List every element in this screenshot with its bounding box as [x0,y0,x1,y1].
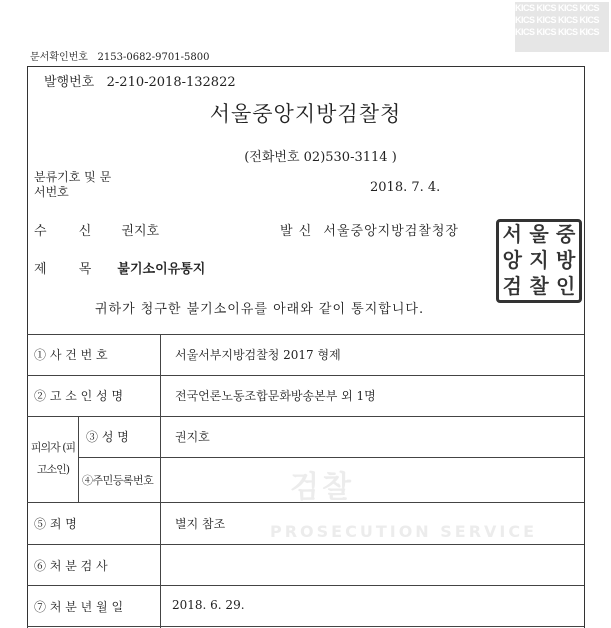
recipient-label: 수 신 [34,224,106,239]
sender-value: 서울중앙지방검찰청장 [323,224,459,239]
sender-label: 발 신 [280,224,313,239]
prosecutor-label: ⑥ 처 분 검 사 [34,559,108,573]
classification-label: 분류기호 및 문서번호 [34,170,112,199]
disposition-date-label: ⑦ 처 분 년 월 일 [34,600,124,614]
subject-value: 불기소이유통지 [117,262,206,277]
body-text: 귀하가 청구한 불기소이유를 아래와 같이 통지합니다. [95,302,425,317]
doc-confirm-label: 문서확인번호 [30,52,88,63]
case-no-label: ① 사 건 번 호 [34,348,108,362]
document-date: 2018. 7. 4. [370,180,441,195]
sender [280,220,459,239]
doc-confirm-number [30,48,209,63]
suspect-name-value: 권지호 [175,430,210,444]
issue-number [44,71,236,90]
divider [27,416,584,417]
case-no-value: 서울서부지방검찰청 2017 형제 [175,348,341,362]
divider [27,334,584,335]
divider [78,457,584,458]
divider [78,416,79,502]
suspect-name-label: ③ 성 명 [86,430,129,444]
divider [27,585,584,586]
divider [27,502,584,503]
divider [27,375,584,376]
charge-value: 별지 참조 [175,517,226,531]
watermark-logo: 검찰 [290,470,354,505]
subject-label: 제 목 [34,262,106,277]
disposition-date-value: 2018. 6. 29. [172,598,245,612]
issue-label: 발행번호 [44,75,95,90]
resident-no-label: ④주민등록번호 [82,474,154,487]
kics-watermark-badge: KICS KICS KICS KICS KICS KICS KICS KICS KICS KICS KICS KICS [515,2,609,52]
divider [160,334,161,628]
issue-value: 2-210-2018-132822 [106,75,236,90]
complainant-value: 전국언론노동조합문화방송본부 외 1명 [175,389,376,403]
doc-confirm-value: 2153-0682-9701-5800 [97,52,210,63]
recipient-value: 권지호 [121,224,160,239]
recipient [34,220,159,239]
suspect-group-label: 피의자 (피고소인) [30,441,76,476]
divider [27,626,584,627]
divider [27,544,584,545]
complainant-label: ② 고 소 인 성 명 [34,389,124,403]
phone-number: (전화번호 02)530-3114 ) [244,150,397,165]
subject [34,258,205,277]
watermark-text: PROSECUTION SERVICE [270,522,538,541]
official-seal: 서 울 중 앙 지 방 검 찰 인 [496,219,582,303]
agency-title: 서울중앙지방검찰청 [209,102,402,126]
charge-label: ⑤ 죄 명 [34,517,77,531]
